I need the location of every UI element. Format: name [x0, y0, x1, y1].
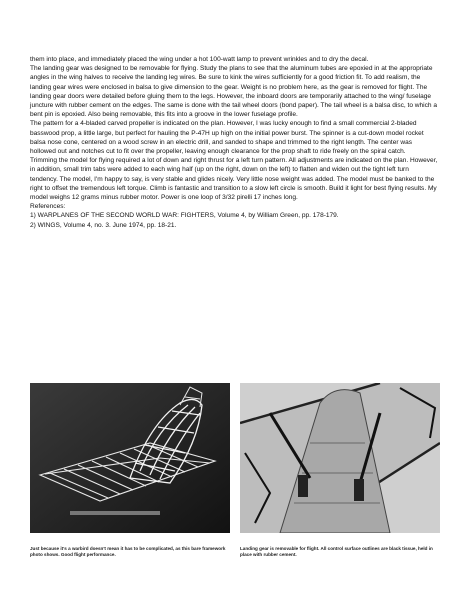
references-heading: References:	[30, 203, 66, 211]
paragraph-propeller: The pattern for a 4-bladed carved propeller is indicated on the plan. However, I was lucky enough to find a small commercial 2-bladed basswood prop, a little large, but perfect for hauling the P-47H up high on the initial power burst. The spinner is a cut-down model rocket balsa nose cone, centered on a wood screw in an electric drill, and sanded to shape and trimmed to the right length. The center was hollowed out and notches cut to fit over the propeller, leaving enough clearance for the prop shaft to ride freely on the spiral catch.	[30, 120, 424, 156]
framework-photo-caption: Just because it's a warbird doesn't mean it has to be complicated, as this bare framework photo shows. Good flight performance.	[30, 546, 226, 557]
reference-2: 2) WINGS, Volume 4, no. 3. June 1974, pp. 18-21.	[30, 221, 177, 229]
paragraph-landing-gear: The landing gear was designed to be removable for flying. Study the plans to see that the aluminum tubes are epoxied in at the appropriate angles in the wing halves to receive the landing leg wires. Be sure to kink the wires sufficiently for a good friction fit. To add realism, the landing gear wires were enclosed in balsa to give dimension to the gear. Weight is no problem here, as the gear is removed for flight. The landing gear doors were detailed before gluing them to the legs. However, the inboard doors are temporarily attached to the wing/ fuselage juncture with rubber cement on the edges. The same is done with the tail wheel doors (bond paper). The tail wheel is a balsa disc, to which a bent pin is epoxied. Also being removable, this fits into a groove in the lower fuselage profile.	[30, 65, 437, 119]
landing-gear-photo-caption: Landing gear is removable for flight. All control surface outlines are black tissue, held in place with rubber cement.	[240, 546, 433, 557]
paragraph-trimming: Trimming the model for flying required a lot of down and right thrust for a left turn pattern. All adjustments are indicated on the plan. However, in addition, small trim tabs were added to each wing half (up on the right, down on the left) to flatten and widen out the tight left turn tendency. The model, I'm happy to say, is very stable and glides nicely. Very little nose weight was added. The model must be banked to the right to offset the tremendous left torque. Climb is fantastic and transition to a slow left circle is smooth. Build it light for best flying results. My model weighs 12 grams minus rubber motor. Power is one loop of 3/32 pirelli 17 inches long.	[30, 157, 438, 202]
reference-1: 1) WARPLANES OF THE SECOND WORLD WAR: FIGHTERS, Volume 4, by William Green, pp. 178-179.	[30, 212, 339, 220]
landing-gear-photo	[240, 383, 440, 533]
article-body	[30, 55, 438, 230]
framework-photo	[30, 383, 230, 533]
paragraph-decal: them into place, and immediately placed the wing under a hot 100-watt lamp to prevent wrinkles and to dry the decal.	[30, 56, 369, 63]
